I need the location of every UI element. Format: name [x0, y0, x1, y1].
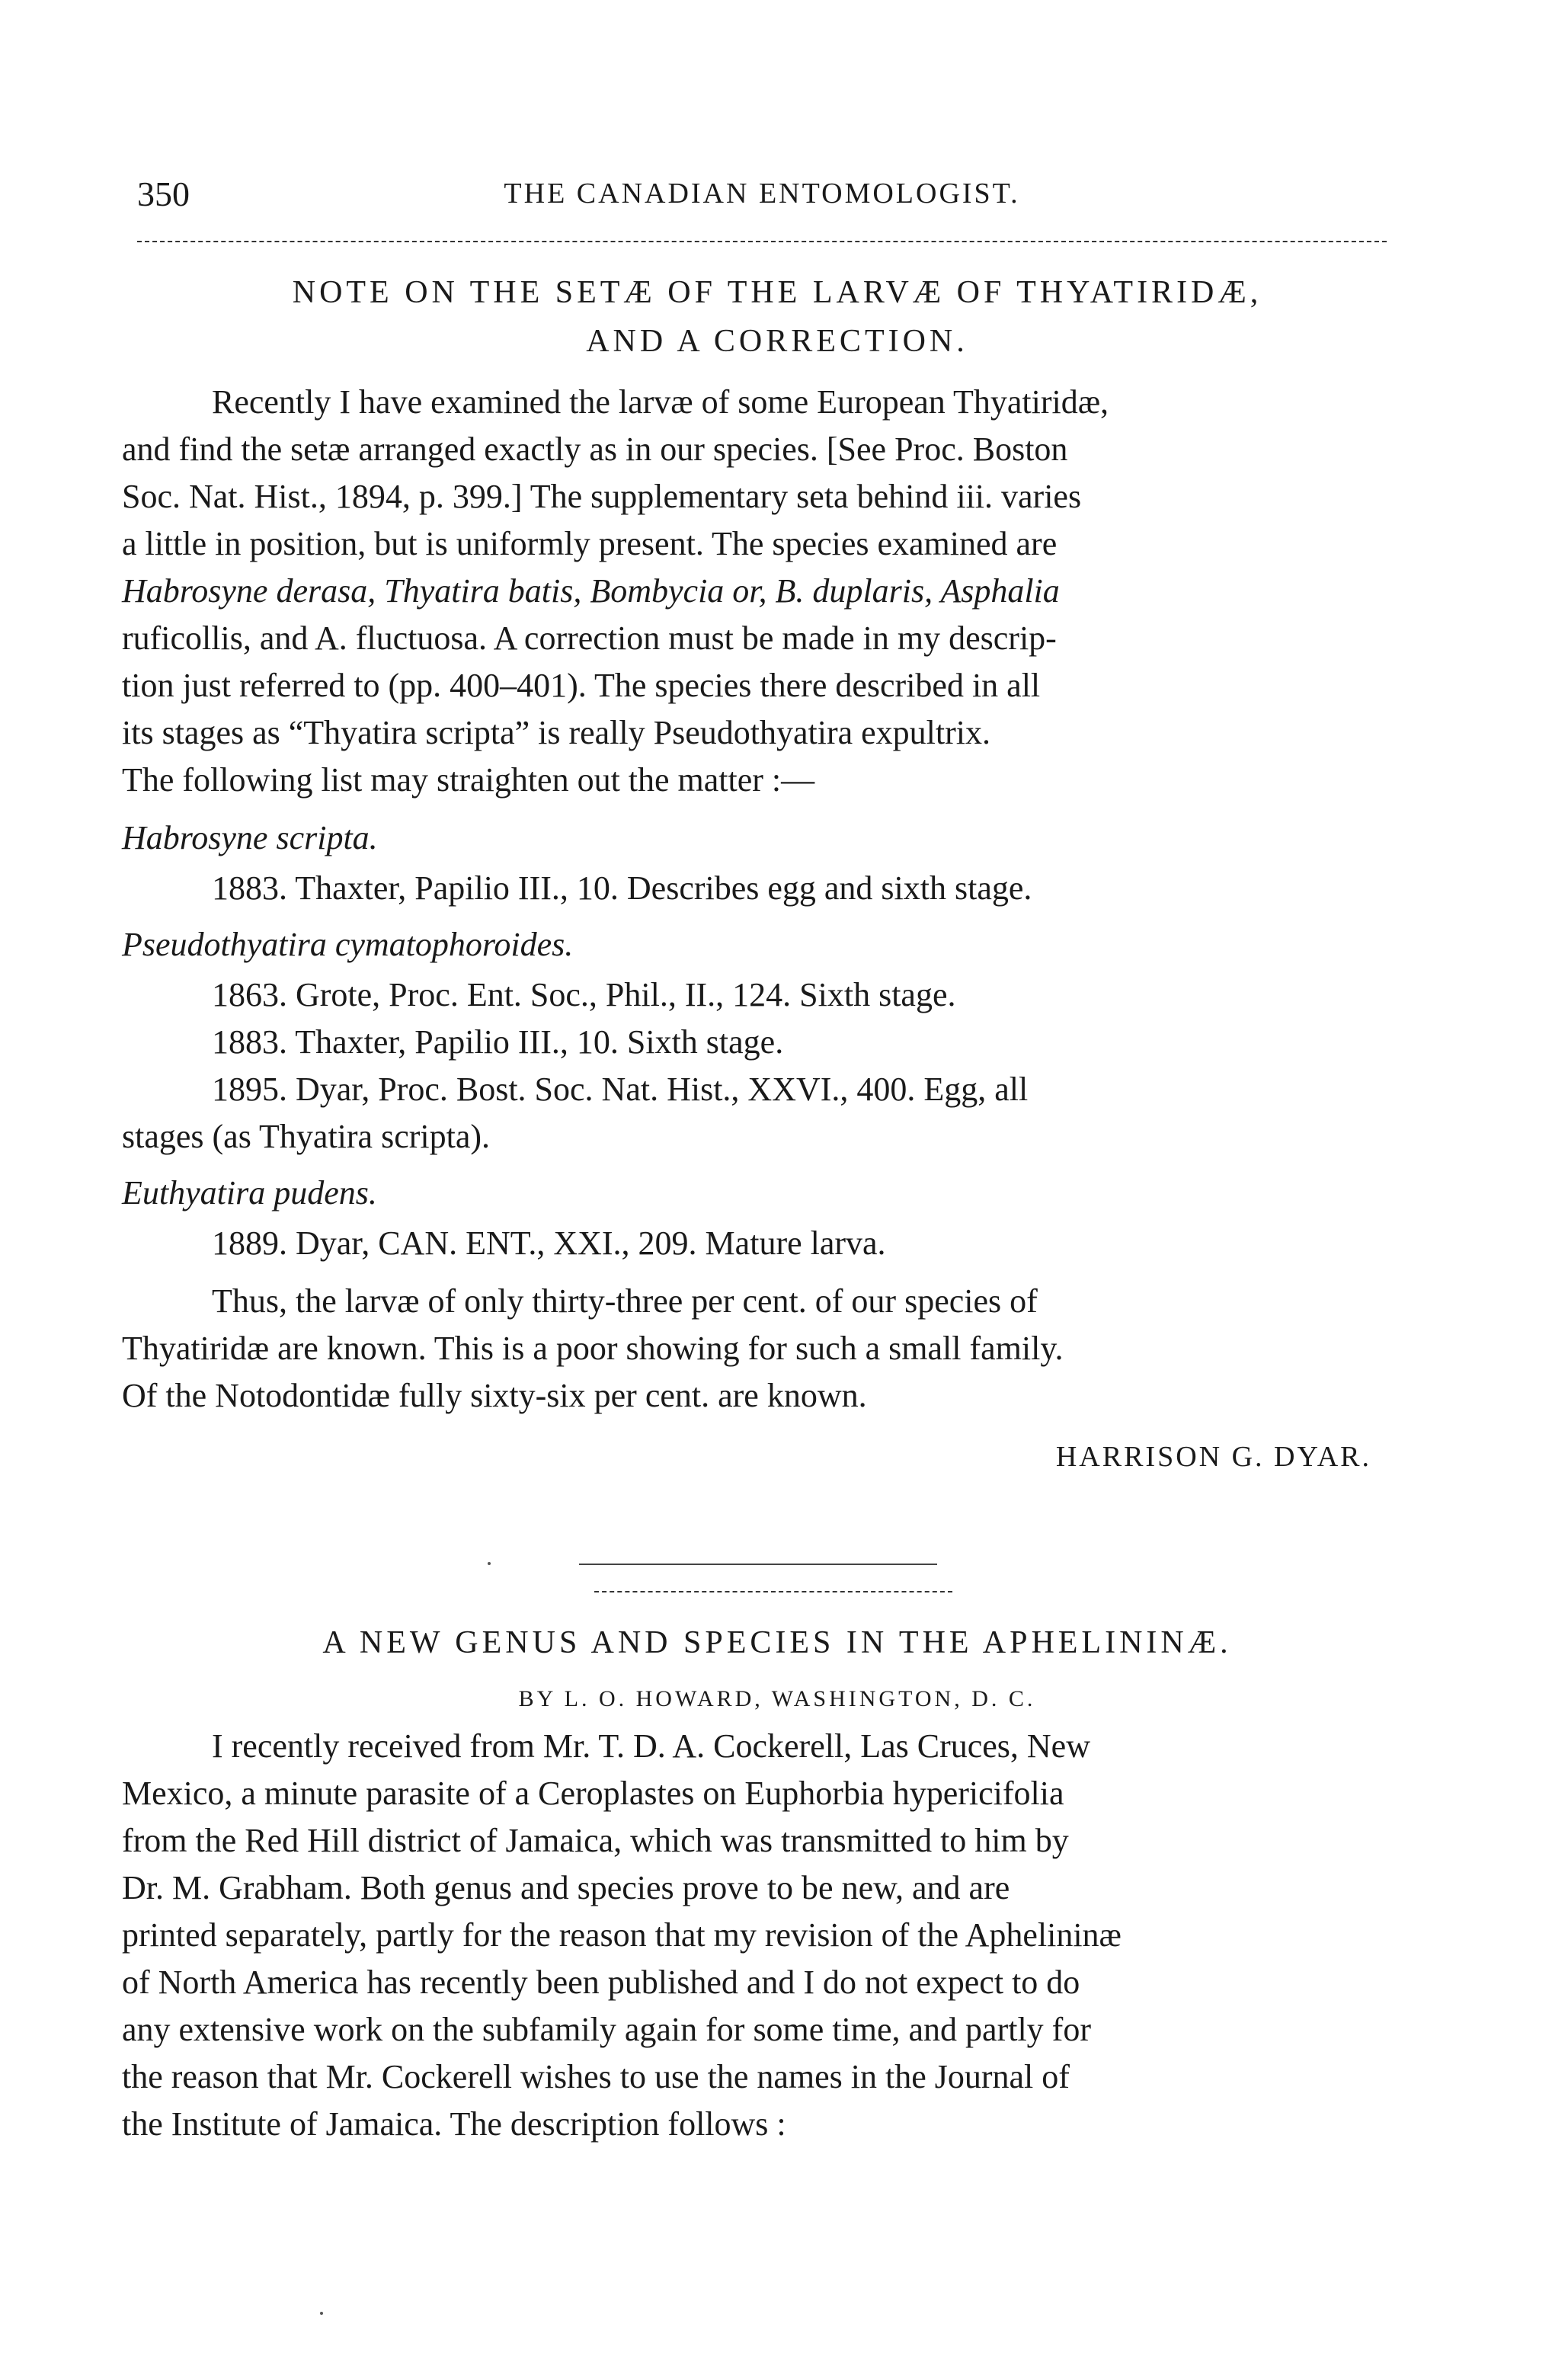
running-head: THE CANADIAN ENTOMOLOGIST. — [504, 178, 1020, 210]
article1-para-line: its stages as “Thyatira scripta” is really Pseudothyatira expultrix. — [122, 714, 991, 751]
print-speck — [488, 1562, 491, 1565]
article1-para-line: The following list may straighten out the matter :— — [122, 761, 815, 799]
article2-title: A NEW GENUS AND SPECIES IN THE APHELININÆ. — [322, 1625, 1232, 1660]
article2-para-line: from the Red Hill district of Jamaica, which was transmitted to him by — [122, 1822, 1069, 1859]
article2-para-line: of North America has recently been published and I do not expect to do — [122, 1964, 1080, 2001]
article1-para-line: ruficollis, and A. fluctuosa. A correction must be made in my descrip- — [122, 619, 1057, 657]
section-divider — [594, 1591, 952, 1592]
article2-para-line: printed separately, partly for the reason that my revision of the Aphelininæ — [122, 1916, 1122, 1954]
header-rule — [137, 241, 1387, 242]
reference-continuation: stages (as Thyatira scripta). — [122, 1118, 491, 1155]
closing-line: Thus, the larvæ of only thirty-three per cent. of our species of — [212, 1282, 1038, 1320]
reference-line: 1883. Thaxter, Papilio III., 10. Describes egg and sixth stage. — [212, 869, 1032, 907]
article1-para-line: Habrosyne derasa, Thyatira batis, Bombycia or, B. duplaris, Asphalia — [122, 572, 1060, 610]
article1-para-line: Soc. Nat. Hist., 1894, p. 399.] The supplementary seta behind iii. varies — [122, 478, 1082, 515]
closing-line: Of the Notodontidæ fully sixty-six per cent. are known. — [122, 1377, 867, 1414]
article2-para-line: Dr. M. Grabham. Both genus and species prove to be new, and are — [122, 1869, 1010, 1906]
article2-para-line: the Institute of Jamaica. The description follows : — [122, 2105, 786, 2143]
article1-para-line: Recently I have examined the larvæ of some European Thyatiridæ, — [212, 383, 1109, 421]
species-heading: Pseudothyatira cymatophoroides. — [122, 926, 574, 963]
article1-title-line1: NOTE ON THE SETÆ OF THE LARVÆ OF THYATIRIDÆ, — [292, 275, 1262, 310]
reference-line: 1895. Dyar, Proc. Bost. Soc. Nat. Hist., XXVI., 400. Egg, all — [212, 1071, 1029, 1108]
article1-para-line: tion just referred to (pp. 400–401). The species there described in all — [122, 667, 1041, 704]
reference-line: 1863. Grote, Proc. Ent. Soc., Phil., II., 124. Sixth stage. — [212, 976, 956, 1013]
article2-para-line: any extensive work on the subfamily again for some time, and partly for — [122, 2011, 1091, 2048]
species-heading: Habrosyne scripta. — [122, 819, 378, 856]
page-number: 350 — [137, 174, 190, 213]
article2-para-line: the reason that Mr. Cockerell wishes to use the names in the Journal of — [122, 2058, 1070, 2095]
article1-para-line: and find the setæ arranged exactly as in our species. [See Proc. Boston — [122, 431, 1068, 468]
print-speck — [320, 2312, 323, 2315]
species-heading: Euthyatira pudens. — [122, 1174, 377, 1212]
article1-title-line2: AND A CORRECTION. — [586, 324, 968, 359]
article2-para-line: Mexico, a minute parasite of a Ceroplastes on Euphorbia hypericifolia — [122, 1775, 1064, 1812]
signature-rule — [579, 1564, 937, 1565]
closing-line: Thyatiridæ are known. This is a poor showing for such a small family. — [122, 1330, 1064, 1367]
article1-para-line: a little in position, but is uniformly present. The species examined are — [122, 525, 1058, 562]
article2-para-line: I recently received from Mr. T. D. A. Cockerell, Las Cruces, New — [212, 1727, 1090, 1765]
reference-line: 1883. Thaxter, Papilio III., 10. Sixth stage. — [212, 1023, 784, 1061]
reference-line: 1889. Dyar, CAN. ENT., XXI., 209. Mature larva. — [212, 1224, 886, 1262]
article1-signature: HARRISON G. DYAR. — [1055, 1441, 1371, 1473]
article2-byline: BY L. O. HOWARD, WASHINGTON, D. C. — [518, 1686, 1036, 1711]
page-header — [137, 174, 1387, 219]
